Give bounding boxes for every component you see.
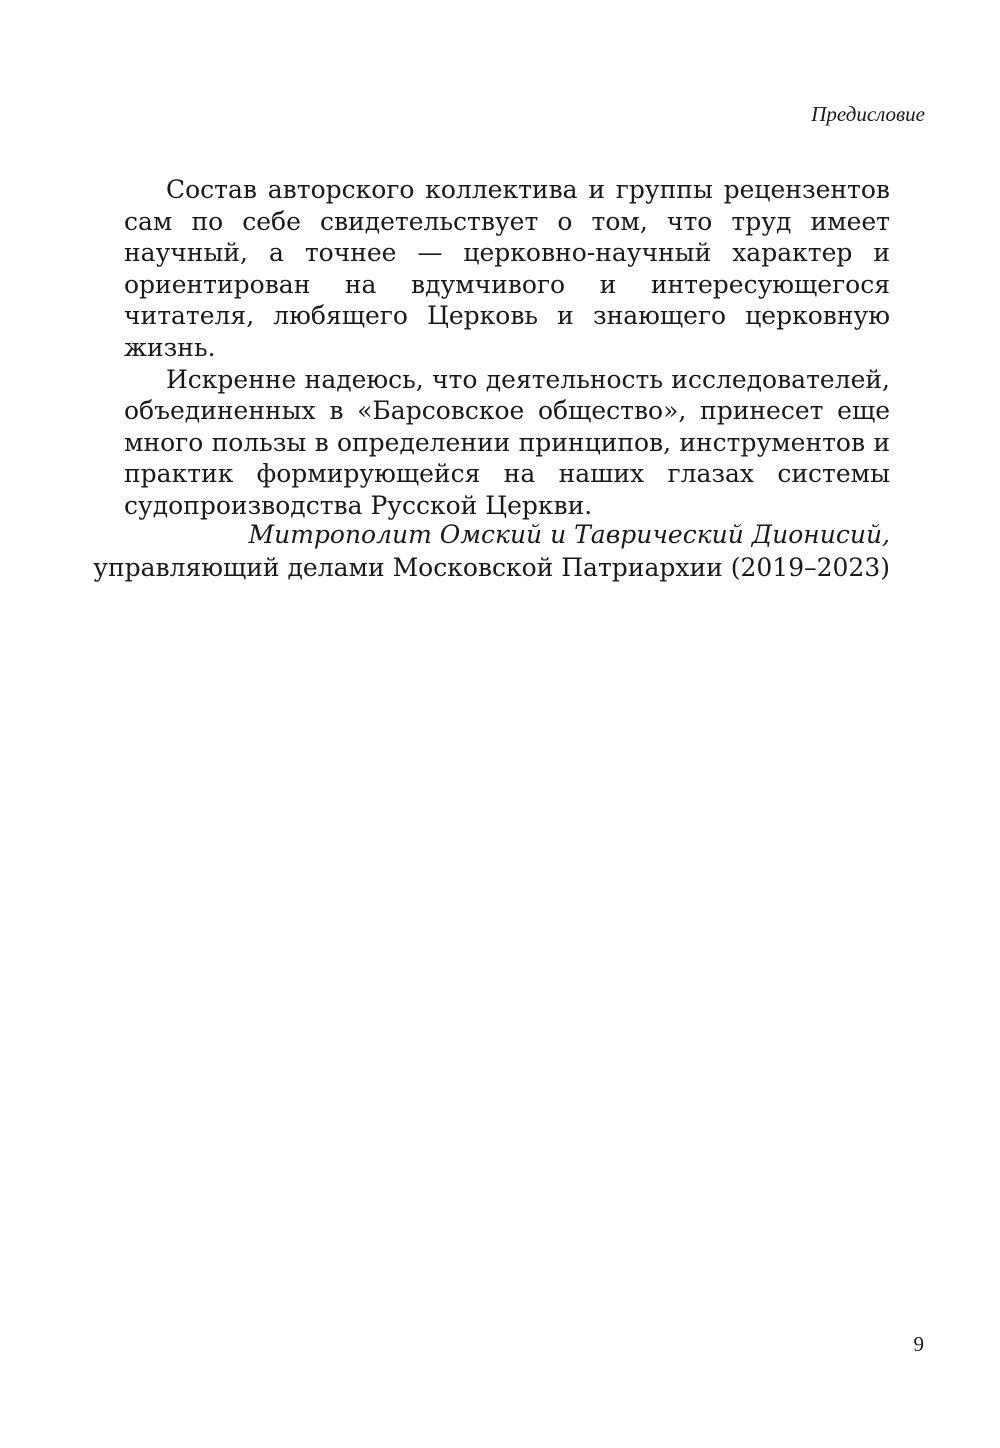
signature-block <box>93 518 890 584</box>
page-number: 9 <box>913 1332 924 1356</box>
body-text <box>124 174 890 522</box>
paragraph-2: Искренне надеюсь, что деятельность исследователей, объединенных в «Барсовское общество», принесет еще много пользы в определении принципов, инструментов и практик формирующейся на наших глазах системы судопроизводства Русской Церкви. <box>124 364 890 520</box>
running-header: Предисловие <box>811 102 925 126</box>
signature-name: Митрополит Омский и Таврический Дионисий, <box>248 520 890 549</box>
paragraph-1: Состав авторского коллектива и группы рецензентов сам по себе свидетельствует о том, что труд имеет научный, а точнее — церковно-научный характер и ориентирован на вдумчивого и интересующегося читателя, любящего Церковь и знающего церковную жизнь. <box>124 175 890 362</box>
signature-title: управляющий делами Московской Патриархии (2019–2023) <box>93 553 890 582</box>
